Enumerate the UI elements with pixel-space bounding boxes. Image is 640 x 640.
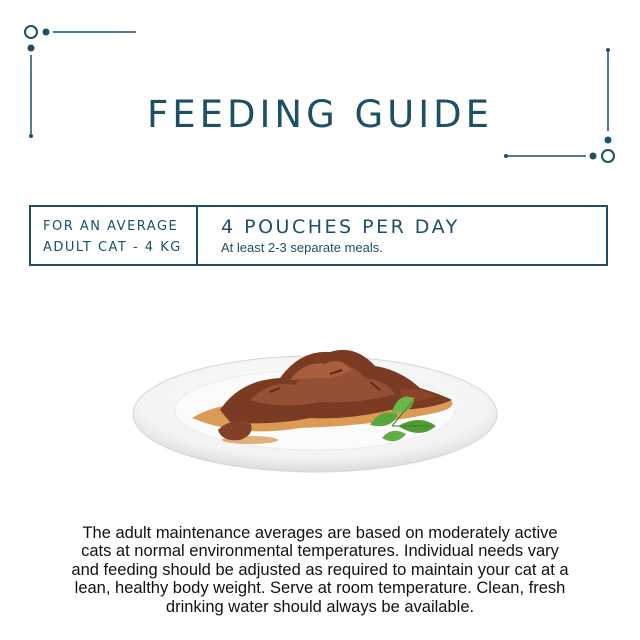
- cat-profile-line-1: FOR AN AVERAGE: [43, 219, 179, 234]
- portion-cell: [221, 216, 460, 255]
- cat-food-plate-image: [130, 330, 510, 480]
- meal-frequency: At least 2-3 separate meals.: [221, 240, 383, 255]
- page-title: FEEDING GUIDE: [146, 92, 494, 136]
- daily-amount: 4 POUCHES PER DAY: [221, 216, 460, 238]
- feeding-guide-box: [29, 205, 608, 266]
- cat-profile-cell: [31, 207, 198, 264]
- feeding-description: The adult maintenance averages are based on moderately active cats at normal environmental temperatures. Individual needs vary and feeding should be adjusted as required to maintain your cat at a lean, healthy body weight. Serve at room temperature. Clean, fresh drinking water should always be available.: [71, 523, 569, 616]
- cat-profile-line-2: ADULT CAT - 4 KG: [43, 240, 182, 255]
